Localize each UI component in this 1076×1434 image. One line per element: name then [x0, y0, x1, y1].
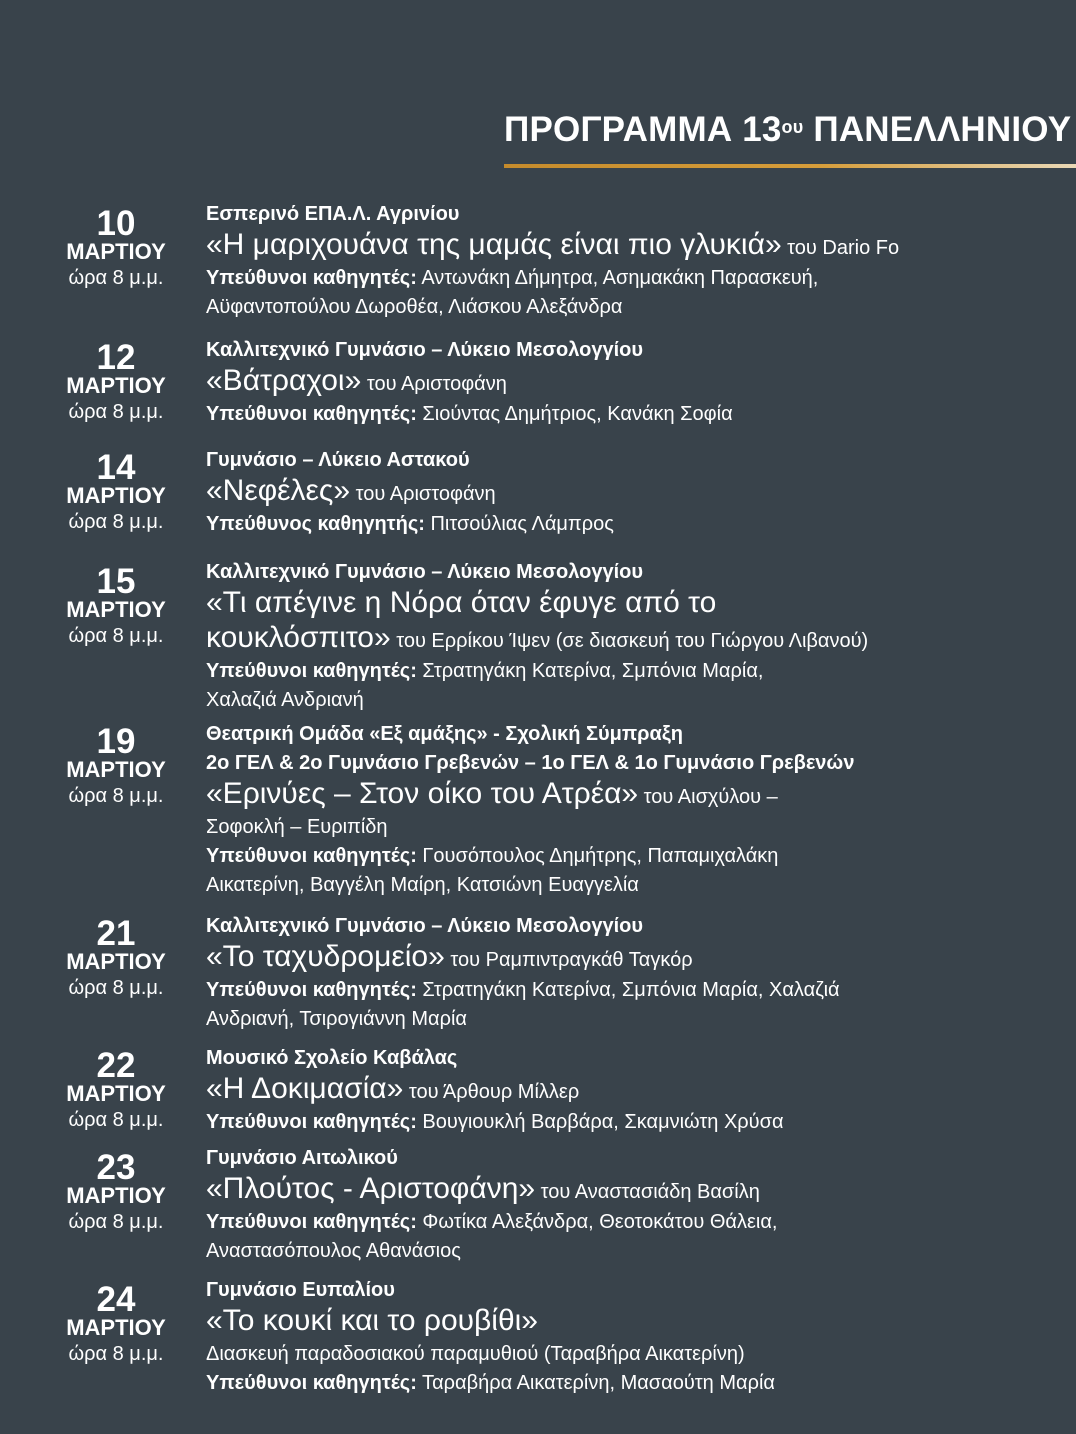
event-teachers: [206, 1369, 1056, 1398]
play-author: του Αισχύλου –: [638, 786, 778, 808]
teachers-names: Γουσόπουλος Δημήτρης, Παπαμιχαλάκη: [416, 845, 779, 867]
event-time: ώρα 8 μ.μ.: [68, 401, 164, 423]
event-teachers: [206, 400, 1056, 429]
page-title: [504, 108, 1072, 152]
title-main: ΠΡΟΓΡΑΜΜΑ 13: [504, 110, 782, 149]
event-date: [50, 562, 182, 651]
event-info: [206, 720, 1056, 900]
teachers-names: Στρατηγάκη Κατερίνα, Σμπόνια Μαρία, Χαλαζιά: [416, 979, 840, 1001]
play-author: του Αριστοφάνη: [361, 373, 507, 395]
event-time: ώρα 8 μ.μ.: [68, 267, 164, 289]
event-school: Μουσικό Σχολείο Καβάλας: [206, 1047, 458, 1069]
event-teachers: [206, 264, 1056, 293]
teachers-label: Υπεύθυνοι καθηγητές:: [206, 1111, 417, 1133]
event-title-line: [206, 778, 1056, 813]
event-date: [50, 1280, 182, 1369]
header: [504, 108, 1072, 168]
event-day: 14: [96, 448, 136, 487]
teachers-label: Υπεύθυνοι καθηγητές:: [206, 979, 417, 1001]
event-month: ΜΑΡΤΙΟΥ: [66, 597, 166, 622]
event-day: 24: [96, 1280, 136, 1319]
event-date: [50, 1046, 182, 1135]
event-month: ΜΑΡΤΙΟΥ: [66, 1081, 166, 1106]
teachers-names: Σιούντας Δημήτριος, Κανάκη Σοφία: [416, 403, 733, 425]
event-school: Εσπερινό ΕΠΑ.Λ. Αγρινίου: [206, 203, 460, 225]
play-title: «Ερινύες – Στον οίκο του Ατρέα»: [206, 777, 639, 810]
play-title: «Το κουκί και το ρουβίθι»: [206, 1304, 538, 1337]
play-title-cont: κουκλόσπιτο»: [206, 621, 391, 654]
play-author: του Ερρίκου Ίψεν (σε διασκευή του Γιώργου Λιβανού): [390, 630, 869, 652]
teachers-names: Πιτσούλιας Λάμπρος: [424, 513, 614, 535]
play-author: του Ραμπιντραγκάθ Ταγκόρ: [444, 949, 693, 971]
event-title-line: [206, 587, 1056, 622]
event-title-line: [206, 475, 1056, 510]
event-teachers-cont: Ανδριανή, Τσιρογιάννη Μαρία: [206, 1008, 467, 1030]
event-info: [206, 1044, 1056, 1137]
teachers-names: Βουγιουκλή Βαρβάρα, Σκαμνιώτη Χρύσα: [416, 1111, 784, 1133]
event-title-line: [206, 1305, 1056, 1340]
play-title: «Νεφέλες»: [206, 474, 351, 507]
event-school: Γυμνάσιο – Λύκειο Αστακού: [206, 449, 470, 471]
event-month: ΜΑΡΤΙΟΥ: [66, 757, 166, 782]
teachers-names: Ταραβήρα Αικατερίνη, Μασαούτη Μαρία: [416, 1372, 775, 1394]
play-author-cont: Σοφοκλή – Ευριπίδη: [206, 816, 388, 838]
play-author: του Αριστοφάνη: [350, 483, 496, 505]
event-teachers: [206, 510, 1056, 539]
event-date: [50, 448, 182, 537]
event-title-line: [206, 229, 1056, 264]
play-author: του Αναστασιάδη Βασίλη: [535, 1181, 760, 1203]
event-teachers-cont: Αικατερίνη, Βαγγέλη Μαίρη, Κατσιώνη Ευαγγελία: [206, 874, 639, 896]
event-day: 23: [96, 1148, 136, 1187]
play-title: «Πλούτος - Αριστοφάνη»: [206, 1172, 536, 1205]
teachers-names: Στρατηγάκη Κατερίνα, Σμπόνια Μαρία,: [416, 660, 764, 682]
event-teachers: [206, 842, 1056, 871]
event-school: Καλλιτεχνικό Γυμνάσιο – Λύκειο Μεσολογγίου: [206, 339, 643, 361]
event-title-line: [206, 1073, 1056, 1108]
event-school: Θεατρική Ομάδα «Εξ αμάξης» - Σχολική Σύμπραξη: [206, 723, 683, 745]
event-month: ΜΑΡΤΙΟΥ: [66, 373, 166, 398]
event-school: Γυμνάσιο Ευπαλίου: [206, 1279, 395, 1301]
event-time: ώρα 8 μ.μ.: [68, 1343, 164, 1365]
event-time: ώρα 8 μ.μ.: [68, 785, 164, 807]
event-teachers: [206, 1108, 1056, 1137]
event-day: 22: [96, 1046, 136, 1085]
event-school: Γυμνάσιο Αιτωλικού: [206, 1147, 398, 1169]
event-teachers-cont: Χαλαζιά Ανδριανή: [206, 689, 364, 711]
teachers-label: Υπεύθυνοι καθηγητές:: [206, 403, 417, 425]
event-date: [50, 914, 182, 1003]
play-author: του Dario Fo: [781, 237, 900, 259]
title-superscript: ου: [781, 117, 804, 137]
event-teachers-cont: Αϋφαντοπούλου Δωροθέα, Λιάσκου Αλεξάνδρα: [206, 296, 623, 318]
event-teachers-cont: Αναστασόπουλος Αθανάσιος: [206, 1240, 461, 1262]
event-teachers: [206, 976, 1056, 1005]
play-title: «Τι απέγινε η Νόρα όταν έφυγε από το: [206, 586, 717, 619]
event-info: [206, 446, 1056, 539]
event-day: 19: [96, 722, 136, 761]
event-date: [50, 204, 182, 293]
play-title: «Η Δοκιμασία»: [206, 1072, 404, 1105]
event-time: ώρα 8 μ.μ.: [68, 1211, 164, 1233]
event-day: 15: [96, 562, 136, 601]
event-school-cont: 2ο ΓΕΛ & 2ο Γυμνάσιο Γρεβενών – 1ο ΓΕΛ & 1ο Γυμνάσιο Γρεβενών: [206, 752, 855, 774]
event-date: [50, 338, 182, 427]
title-end: ΠΑΝΕΛΛΗΝΙΟΥ: [803, 110, 1072, 149]
teachers-label: Υπεύθυνος καθηγητής:: [206, 513, 425, 535]
teachers-names: Αντωνάκη Δήμητρα, Ασημακάκη Παρασκευή,: [416, 267, 819, 289]
event-month: ΜΑΡΤΙΟΥ: [66, 949, 166, 974]
play-title: «Η μαριχουάνα της μαμάς είναι πιο γλυκιά»: [206, 228, 782, 261]
teachers-names: Φωτίκα Αλεξάνδρα, Θεοτοκάτου Θάλεια,: [416, 1211, 778, 1233]
event-info: [206, 336, 1056, 429]
event-month: ΜΑΡΤΙΟΥ: [66, 483, 166, 508]
event-adaptation: Διασκευή παραδοσιακού παραμυθιού (Ταραβήρα Αικατερίνη): [206, 1343, 745, 1365]
play-title: «Βάτραχοι»: [206, 364, 362, 397]
teachers-label: Υπεύθυνοι καθηγητές:: [206, 1211, 417, 1233]
event-title-line: [206, 1173, 1056, 1208]
event-info: [206, 1144, 1056, 1266]
event-month: ΜΑΡΤΙΟΥ: [66, 1183, 166, 1208]
event-time: ώρα 8 μ.μ.: [68, 625, 164, 647]
event-title-line: [206, 941, 1056, 976]
event-day: 12: [96, 338, 136, 377]
event-date: [50, 722, 182, 811]
event-month: ΜΑΡΤΙΟΥ: [66, 239, 166, 264]
play-author: του Άρθουρ Μίλλερ: [403, 1081, 580, 1103]
teachers-label: Υπεύθυνοι καθηγητές:: [206, 267, 417, 289]
event-day: 21: [96, 914, 136, 953]
event-info: [206, 558, 1056, 715]
event-school: Καλλιτεχνικό Γυμνάσιο – Λύκειο Μεσολογγίου: [206, 561, 643, 583]
event-time: ώρα 8 μ.μ.: [68, 1109, 164, 1131]
event-month: ΜΑΡΤΙΟΥ: [66, 1315, 166, 1340]
event-title-line: [206, 365, 1056, 400]
event-date: [50, 1148, 182, 1237]
event-title-line-cont: [206, 622, 1056, 657]
teachers-label: Υπεύθυνοι καθηγητές:: [206, 660, 417, 682]
event-time: ώρα 8 μ.μ.: [68, 977, 164, 999]
event-teachers: [206, 657, 1056, 686]
event-time: ώρα 8 μ.μ.: [68, 511, 164, 533]
event-school: Καλλιτεχνικό Γυμνάσιο – Λύκειο Μεσολογγίου: [206, 915, 643, 937]
event-info: [206, 200, 1056, 322]
header-underline: [504, 164, 1076, 168]
event-teachers: [206, 1208, 1056, 1237]
event-day: 10: [96, 204, 136, 243]
teachers-label: Υπεύθυνοι καθηγητές:: [206, 845, 417, 867]
event-info: [206, 1276, 1056, 1398]
event-info: [206, 912, 1056, 1034]
teachers-label: Υπεύθυνοι καθηγητές:: [206, 1372, 417, 1394]
play-title: «Το ταχυδρομείο»: [206, 940, 445, 973]
